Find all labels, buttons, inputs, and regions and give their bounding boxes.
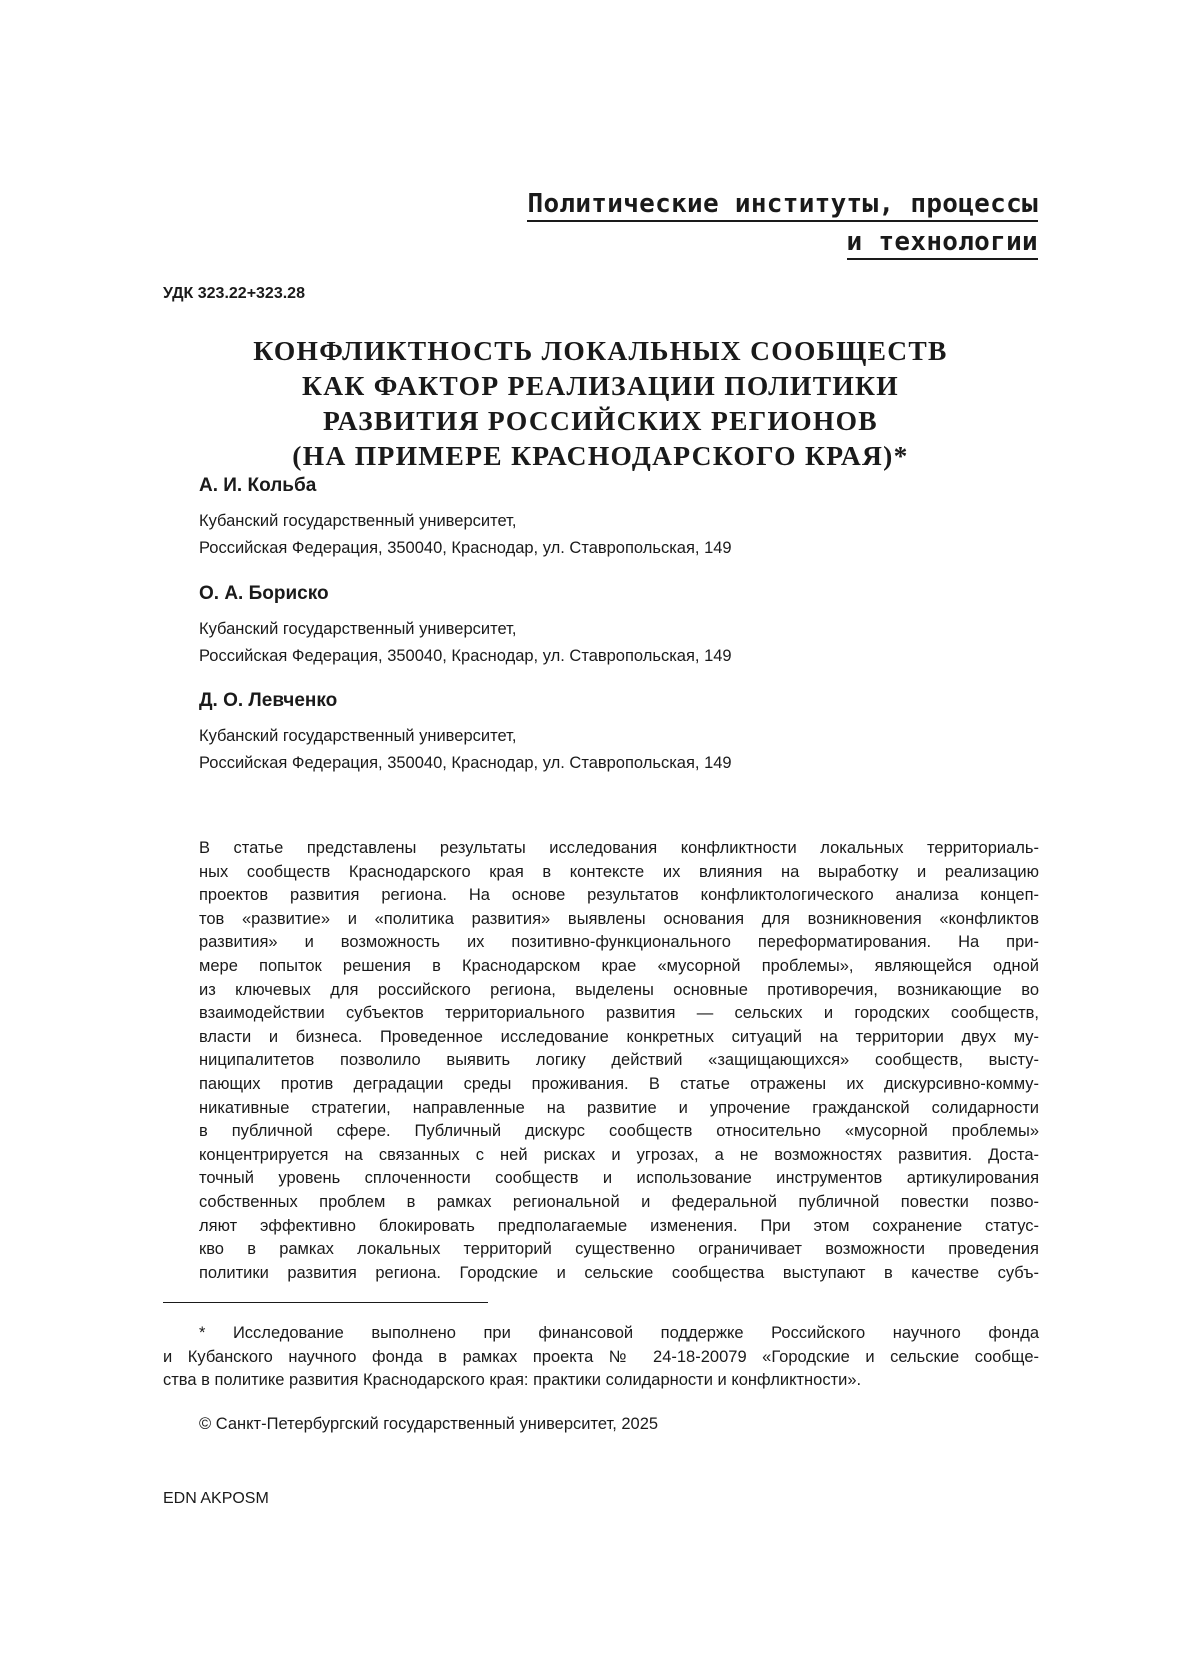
affiliation-line: Кубанский государственный университет, <box>199 512 517 530</box>
footnote-line: и Кубанского научного фонда в рамках проекта № 24-18-20079 «Городские и сельские сообще- <box>163 1347 1039 1366</box>
abstract-line: тов «развитие» и «политика развития» выявлены основания для возникновения «конфликтов <box>199 909 1039 928</box>
section-heading-line-1: Политические институты, процессы <box>527 189 1038 222</box>
section-heading-line-2: и технологии <box>847 227 1038 260</box>
author-affiliation <box>199 723 732 777</box>
abstract-line: в публичной сфере. Публичный дискурс сообществ относительно «мусорной проблемы» <box>199 1122 1039 1141</box>
affiliation-line: Кубанский государственный университет, <box>199 727 517 745</box>
footnote-line: * Исследование выполнено при финансовой поддержке Российского научного фонда <box>199 1324 1039 1342</box>
author-name: О. А. Бориско <box>199 583 329 604</box>
footnote-divider <box>163 1302 488 1303</box>
edn-code: EDN AKPOSM <box>163 1490 269 1507</box>
title-line: РАЗВИТИЯ РОССИЙСКИХ РЕГИОНОВ <box>323 405 878 436</box>
title-line: КАК ФАКТОР РЕАЛИЗАЦИИ ПОЛИТИКИ <box>301 370 899 401</box>
affiliation-line: Российская Федерация, 350040, Краснодар, ул. Ставропольская, 149 <box>199 647 732 665</box>
udk-code: УДК 323.22+323.28 <box>163 285 305 302</box>
abstract <box>199 837 1039 1285</box>
abstract-line: собственных проблем в рамках региональной и федеральной публичной повестки позво- <box>199 1192 1039 1211</box>
affiliation-line: Российская Федерация, 350040, Краснодар, ул. Ставропольская, 149 <box>199 754 732 772</box>
abstract-line: развития» и возможность их позитивно-функционального переформатирования. На при- <box>199 933 1039 952</box>
abstract-line: политики развития региона. Городские и сельские сообщества выступают в качестве субъ- <box>199 1263 1039 1282</box>
abstract-line: взаимодействии субъектов территориального развития — сельских и городских сообществ, <box>199 1004 1039 1023</box>
abstract-line: точный уровень сплоченности сообществ и использование инструментов артикулирования <box>199 1169 1039 1188</box>
copyright-notice: © Санкт-Петербургский государственный университет, 2025 <box>199 1415 659 1433</box>
author-name: А. И. Кольба <box>199 475 317 496</box>
title-line: (НА ПРИМЕРЕ КРАСНОДАРСКОГО КРАЯ)* <box>292 440 909 471</box>
abstract-line: из ключевых для российского региона, выделены основные противоречия, возникающие во <box>199 980 1039 999</box>
abstract-line: ных сообществ Краснодарского края в контексте их влияния на выработку и реализацию <box>199 862 1039 881</box>
section-heading <box>398 185 1038 261</box>
footnote-line: ства в политике развития Краснодарского края: практики солидарности и конфликтности». <box>163 1371 862 1390</box>
abstract-line: пающих против деградации среды проживания. В статье отражены их дискурсивно-комму- <box>199 1074 1039 1093</box>
author-name: Д. О. Левченко <box>199 690 338 711</box>
article-title <box>163 333 1038 473</box>
abstract-line: никативные стратегии, направленные на развитие и упрочение гражданской солидарности <box>199 1098 1039 1117</box>
footnote <box>163 1322 1039 1393</box>
abstract-line: ниципалитетов позволило выявить логику действий «защищающихся» сообществ, высту- <box>199 1051 1039 1070</box>
affiliation-line: Кубанский государственный университет, <box>199 620 517 638</box>
author-affiliation <box>199 616 732 670</box>
abstract-line: концентрируется на связанных с ней рисках и угрозах, а не возможностях развития. Доста- <box>199 1145 1039 1164</box>
title-line: КОНФЛИКТНОСТЬ ЛОКАЛЬНЫХ СООБЩЕСТВ <box>253 335 948 366</box>
affiliation-line: Российская Федерация, 350040, Краснодар, ул. Ставропольская, 149 <box>199 539 732 557</box>
abstract-line: ляют эффективно блокировать предполагаемые изменения. При этом сохранение статус- <box>199 1216 1039 1235</box>
abstract-line: В статье представлены результаты исследования конфликтности локальных территориаль- <box>199 839 1039 857</box>
abstract-line: кво в рамках локальных территорий существенно ограничивает возможности проведения <box>199 1240 1039 1259</box>
abstract-line: проектов развития региона. На основе результатов конфликтологического анализа концеп- <box>199 886 1039 905</box>
abstract-line: мере попыток решения в Краснодарском крае «мусорной проблемы», являющейся одной <box>199 956 1039 975</box>
author-affiliation <box>199 508 732 562</box>
abstract-line: власти и бизнеса. Проведенное исследование конкретных ситуаций на территории двух му- <box>199 1027 1039 1046</box>
